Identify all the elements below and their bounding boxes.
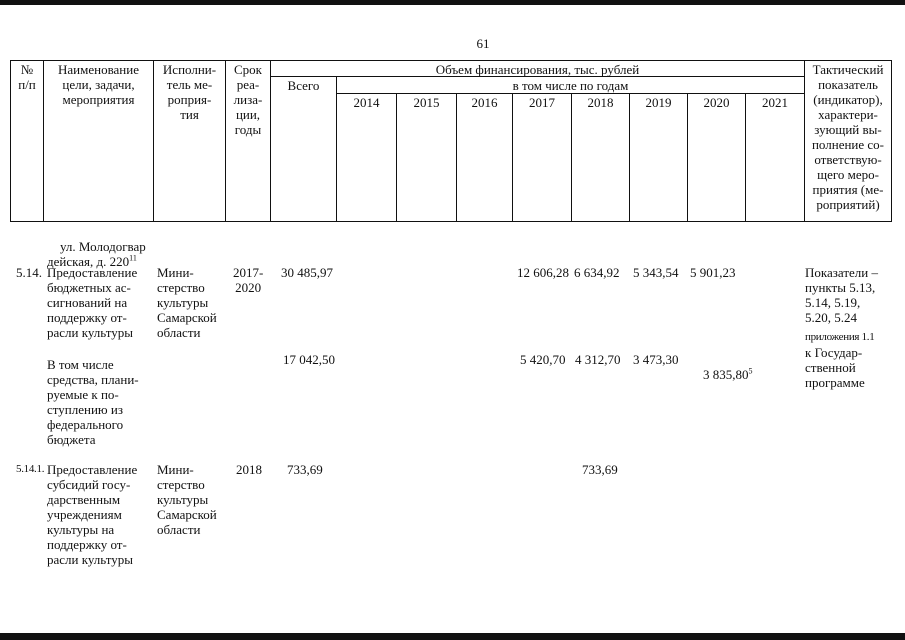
header-year-2018-label: 2018 (587, 95, 614, 110)
header-name (43, 60, 154, 222)
header-year-2017 (512, 93, 572, 222)
header-name-label: Наименование цели, задачи, мероприятия (58, 62, 139, 107)
row-5-14-fed-total: 17 042,50 (283, 352, 335, 367)
header-year-2018 (571, 93, 630, 222)
header-year-2020-label: 2020 (703, 95, 730, 110)
header-total (270, 76, 337, 222)
header-term (225, 60, 271, 222)
row-5-14-1-2018: 733,69 (582, 462, 618, 477)
header-num-label: № п/п (18, 62, 36, 92)
continued-footnote: 11 (129, 253, 137, 263)
row-5-14-indicator-c: к Государ- ственной программе (805, 345, 865, 390)
header-year-2014-label: 2014 (353, 95, 380, 110)
scan-border-top (0, 0, 905, 5)
row-5-14-fed-footnote: 5 (748, 366, 753, 376)
header-funding (270, 60, 805, 77)
header-year-2017-label: 2017 (529, 95, 555, 110)
header-total-label: Всего (287, 78, 320, 93)
header-year-2015-label: 2015 (413, 95, 440, 110)
header-term-label: Срок реа- лиза- ции, годы (233, 62, 263, 137)
row-5-14-2018: 6 634,92 (574, 265, 620, 280)
header-year-2019-label: 2019 (645, 95, 672, 110)
row-5-14-total: 30 485,97 (281, 265, 333, 280)
row-5-14-fed-2017: 5 420,70 (520, 352, 566, 367)
row-5-14-1-num: 5.14.1. (16, 463, 45, 475)
row-5-14-2019: 5 343,54 (633, 265, 679, 280)
header-executor-label: Исполни- тель ме- роприя- тия (162, 62, 217, 122)
header-year-2016 (456, 93, 513, 222)
row-5-14-2017: 12 606,28 (517, 265, 569, 280)
row-5-14-indicator-b: приложения 1.1 (805, 331, 875, 343)
page-number: 61 (476, 36, 490, 51)
row-5-14-num: 5.14. (16, 265, 42, 280)
row-5-14-1-executor: Мини- стерство культуры Самарской области (157, 462, 217, 537)
header-indicator-label: Тактический показатель (индикатор), характери- зующий вы- полнение со- ответствую- щего меро- приятия (ме- роприятий) (811, 62, 885, 212)
row-5-14-1-term: 2018 (236, 462, 262, 477)
header-year-2020 (687, 93, 746, 222)
row-5-14-term: 2017- 2020 (233, 265, 264, 295)
row-5-14-fed-2020 (690, 352, 753, 397)
scan-border-bottom (0, 633, 905, 640)
header-by-years-label: в том числе по годам (512, 78, 629, 93)
header-by-years (336, 76, 805, 94)
row-5-14-1-total: 733,69 (287, 462, 323, 477)
header-indicator (804, 60, 892, 222)
header-year-2016-label: 2016 (471, 95, 498, 110)
row-5-14-name: Предоставление бюджетных ас- сигнований на поддержку от- расли культуры (47, 265, 138, 340)
row-5-14-executor: Мини- стерство культуры Самарской области (157, 265, 217, 340)
header-year-2021 (745, 93, 805, 222)
row-5-14-fed-2018: 4 312,70 (575, 352, 621, 367)
header-num (10, 60, 44, 222)
continued-name-text: ул. Молодогвар дейская, д. 220 (47, 239, 146, 269)
row-5-14-fed-name: В том числе средства, плани- руемые к по- ступлению из федерального бюджета (47, 357, 139, 447)
header-year-2015 (396, 93, 457, 222)
header-year-2021-label: 2021 (762, 95, 788, 110)
header-year-2019 (629, 93, 688, 222)
row-5-14-fed-2019: 3 473,30 (633, 352, 679, 367)
header-funding-label: Объем финансирования, тыс. рублей (435, 62, 640, 77)
row-5-14-2020: 5 901,23 (690, 265, 736, 280)
header-year-2014 (336, 93, 397, 222)
row-5-14-fed-2020-value: 3 835,80 (703, 367, 749, 382)
row-5-14-1-name: Предоставление субсидий госу- дарственным учреждениям культуры на поддержку от- расли культуры (47, 462, 138, 567)
row-5-14-indicator-a: Показатели – пункты 5.13, 5.14, 5.19, 5.20, 5.24 (805, 265, 878, 325)
header-executor (153, 60, 226, 222)
